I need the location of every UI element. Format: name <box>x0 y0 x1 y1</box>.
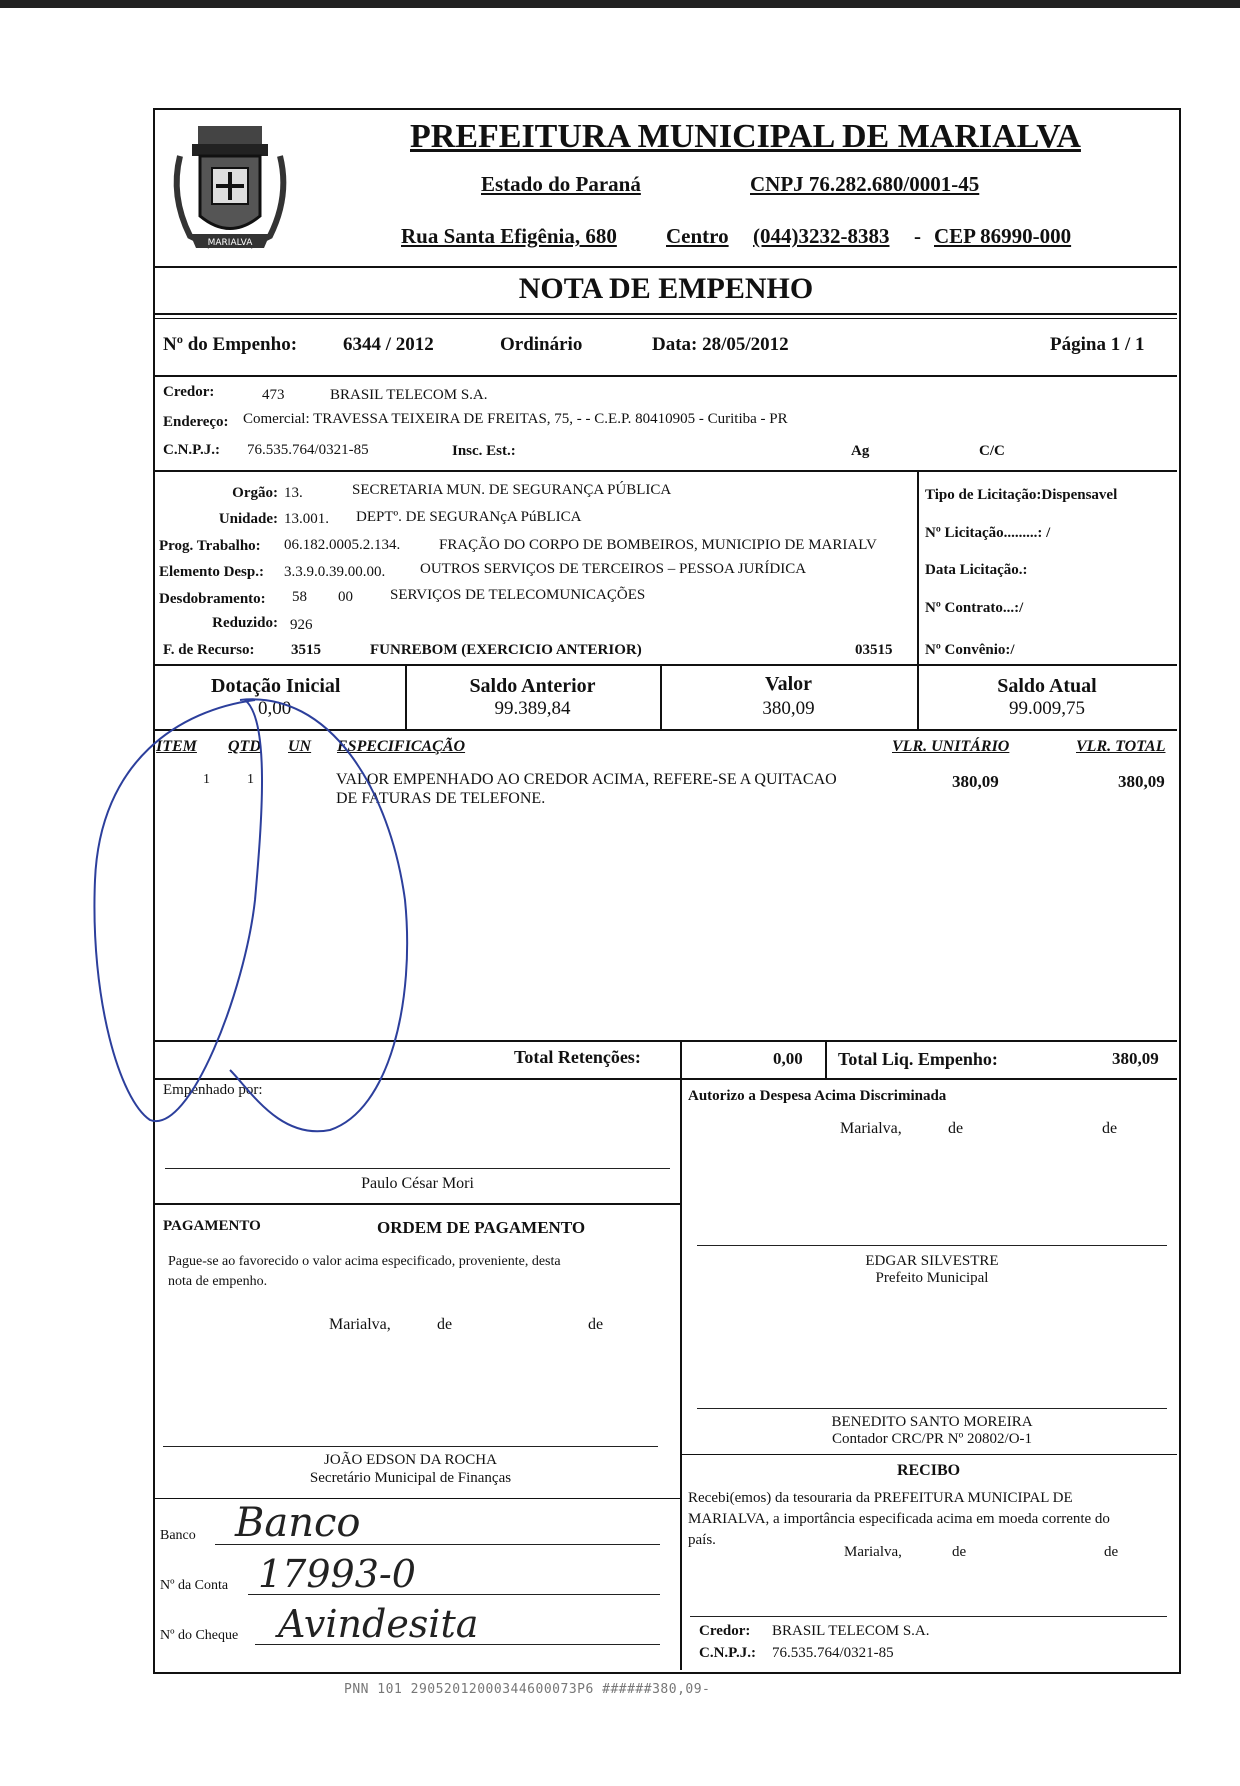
saldo-anterior-value: 99.389,84 <box>494 698 571 719</box>
contador-name: BENEDITO SANTO MOREIRA <box>831 1414 1033 1430</box>
prog-name: FRAÇÃO DO CORPO DE BOMBEIROS, MUNICIPIO DE MARIALV <box>439 537 877 553</box>
licitacao-numero: Nº Licitação.........: / <box>925 525 1051 541</box>
empenho-date: Data: 28/05/2012 <box>652 334 789 355</box>
credor-name: BRASIL TELECOM S.A. <box>330 387 488 403</box>
desdobramento-sub: 00 <box>338 589 353 605</box>
page-title: PREFEITURA MUNICIPAL DE MARIALVA <box>410 118 1081 155</box>
recibo-de2: de <box>1104 1544 1119 1560</box>
recibo-credor-label: Credor: <box>699 1623 751 1639</box>
desdobramento-label: Desdobramento: <box>159 591 266 607</box>
row-unit: 380,09 <box>952 772 999 791</box>
pagamento-label: PAGAMENTO <box>163 1218 261 1234</box>
licitacao-convenio: Nº Convênio:/ <box>925 642 1015 658</box>
prog-code: 06.182.0005.2.134. <box>284 537 401 553</box>
valor-value: 380,09 <box>762 698 815 719</box>
credor-cnpj-label: C.N.P.J.: <box>163 442 220 458</box>
valor-label: Valor <box>764 673 813 695</box>
row-spec-1: VALOR EMPENHADO AO CREDOR ACIMA, REFERE-SE A QUITACAO <box>336 771 837 788</box>
coat-of-arms-text: MARIALVA <box>207 238 253 248</box>
ag-label: Ag <box>851 443 870 459</box>
recibo-text-2: MARIALVA, a importância especificada acima em moeda corrente do <box>688 1511 1110 1527</box>
contador-role: Contador CRC/PR Nº 20802/O-1 <box>831 1431 1033 1447</box>
liquido-label: Total Liq. Empenho: <box>838 1049 998 1069</box>
empenhado-name: Paulo César Mori <box>361 1175 474 1192</box>
liquido-value: 380,09 <box>1112 1049 1159 1068</box>
licitacao-contrato: Nº Contrato...:/ <box>925 600 1024 616</box>
credor-label: Credor: <box>163 384 215 400</box>
elemento-code: 3.3.9.0.39.00.00. <box>284 564 386 580</box>
secretario-role: Secretário Municipal de Finanças <box>309 1470 512 1486</box>
secretario-name: JOÃO EDSON DA ROCHA <box>324 1452 497 1468</box>
elemento-label: Elemento Desp.: <box>159 564 264 580</box>
col-spec: ESPECIFICAÇÃO <box>337 738 466 755</box>
autorizo-de2: de <box>1102 1120 1118 1137</box>
unidade-code: 13.001. <box>284 511 329 527</box>
saldo-anterior-label: Saldo Anterior <box>469 675 596 697</box>
credor-code: 473 <box>262 387 285 403</box>
doc-title: NOTA DE EMPENHO <box>518 272 814 305</box>
autorizo-label: Autorizo a Despesa Acima Discriminada <box>688 1088 947 1104</box>
licitacao-data: Data Licitação.: <box>925 562 1028 578</box>
recibo-title: RECIBO <box>896 1462 961 1479</box>
retencoes-value: 0,00 <box>773 1049 803 1068</box>
col-unit: VLR. UNITÁRIO <box>892 738 1010 755</box>
page-number: Página 1 / 1 <box>1050 334 1145 355</box>
col-un: UN <box>288 738 312 755</box>
col-total: VLR. TOTAL <box>1076 738 1166 755</box>
empenho-number: 6344 / 2012 <box>343 334 434 355</box>
pagamento-de2: de <box>588 1316 604 1333</box>
desdobramento-code: 58 <box>292 589 307 605</box>
row-spec-2: DE FATURAS DE TELEFONE. <box>336 790 546 807</box>
col-item: ITEM <box>156 738 197 755</box>
prefeito-role: Prefeito Municipal <box>875 1270 989 1286</box>
recibo-credor-value: BRASIL TELECOM S.A. <box>772 1623 930 1639</box>
col-qtd: QTD <box>228 738 261 755</box>
recurso-name: FUNREBOM (EXERCICIO ANTERIOR) <box>370 642 642 658</box>
cheque-label: Nº do Cheque <box>160 1628 239 1643</box>
licitacao-tipo: Tipo de Licitação:Dispensavel <box>925 487 1118 503</box>
autorizo-place: Marialva, <box>840 1120 902 1137</box>
reduzido-label: Reduzido: <box>212 615 278 631</box>
retencoes-label: Total Retenções: <box>514 1047 641 1067</box>
credor-address: Comercial: TRAVESSA TEIXEIRA DE FREITAS, 75, - - C.E.P. 80410905 - Curitiba - PR <box>243 411 788 427</box>
dotacao-value: 0,00 <box>258 698 292 719</box>
row-total: 380,09 <box>1118 772 1165 791</box>
footer-code: PNN 101 29052012000344600073P6 ######380,09- <box>344 1682 711 1697</box>
unidade-label: Unidade: <box>218 511 278 527</box>
prog-label: Prog. Trabalho: <box>159 538 261 554</box>
header-phone: (044)3232-8383 <box>753 224 890 248</box>
banco-handwritten: Banco <box>235 1500 361 1546</box>
pagamento-title: ORDEM DE PAGAMENTO <box>377 1218 586 1237</box>
row-item: 1 <box>203 772 210 787</box>
conta-label: Nº da Conta <box>160 1578 229 1593</box>
address-label: Endereço: <box>163 414 229 430</box>
insc-est-label: Insc. Est.: <box>452 443 516 459</box>
recibo-cnpj-value: 76.535.764/0321-85 <box>772 1645 894 1661</box>
recurso-ref: 03515 <box>855 642 893 658</box>
empenho-type: Ordinário <box>500 334 583 355</box>
credor-cnpj: 76.535.764/0321-85 <box>247 442 369 458</box>
header-street: Rua Santa Efigênia, 680 <box>401 224 617 248</box>
state-name: Estado do Paraná <box>481 172 641 196</box>
empenho-label: Nº do Empenho: <box>163 334 298 355</box>
pagamento-text-2: nota de empenho. <box>168 1274 268 1289</box>
orgao-code: 13. <box>284 485 303 501</box>
empenhado-label: Empenhado por: <box>163 1082 263 1098</box>
recibo-place: Marialva, <box>844 1544 902 1560</box>
row-qtd: 1 <box>247 772 254 787</box>
recibo-text-1: Recebi(emos) da tesouraria da PREFEITURA MUNICIPAL DE <box>688 1490 1073 1506</box>
pagamento-place: Marialva, <box>329 1316 391 1333</box>
elemento-name: OUTROS SERVIÇOS DE TERCEIROS – PESSOA JURÍDICA <box>420 561 807 577</box>
conta-handwritten: 17993-0 <box>258 1552 416 1596</box>
cc-label: C/C <box>979 443 1005 459</box>
header-cep: CEP 86990-000 <box>934 224 1072 248</box>
pagamento-de1: de <box>437 1316 453 1333</box>
cheque-handwritten: Avindesita <box>278 1602 479 1646</box>
saldo-atual-label: Saldo Atual <box>997 675 1097 697</box>
reduzido-value: 926 <box>290 617 313 633</box>
recibo-de1: de <box>952 1544 967 1560</box>
header-cnpj: CNPJ 76.282.680/0001-45 <box>750 172 980 196</box>
header-district: Centro <box>666 224 729 248</box>
dotacao-label: Dotação Inicial <box>211 675 341 697</box>
banco-label: Banco <box>160 1528 196 1543</box>
saldo-atual-value: 99.009,75 <box>1009 698 1085 719</box>
recurso-label: F. de Recurso: <box>163 642 255 658</box>
recurso-code: 3515 <box>291 642 321 658</box>
recibo-text-3: país. <box>688 1532 716 1548</box>
header-dash: - <box>914 224 921 248</box>
recibo-cnpj-label: C.N.P.J.: <box>699 1645 756 1661</box>
pagamento-text-1: Pague-se ao favorecido o valor acima especificado, proveniente, desta <box>168 1254 561 1269</box>
orgao-label: Orgão: <box>232 485 278 501</box>
unidade-name: DEPTº. DE SEGURANçA PúBLICA <box>356 509 582 525</box>
desdobramento-name: SERVIÇOS DE TELECOMUNICAÇÕES <box>390 587 646 603</box>
prefeito-name: EDGAR SILVESTRE <box>865 1253 999 1269</box>
autorizo-de1: de <box>948 1120 964 1137</box>
orgao-name: SECRETARIA MUN. DE SEGURANÇA PÚBLICA <box>352 482 672 498</box>
